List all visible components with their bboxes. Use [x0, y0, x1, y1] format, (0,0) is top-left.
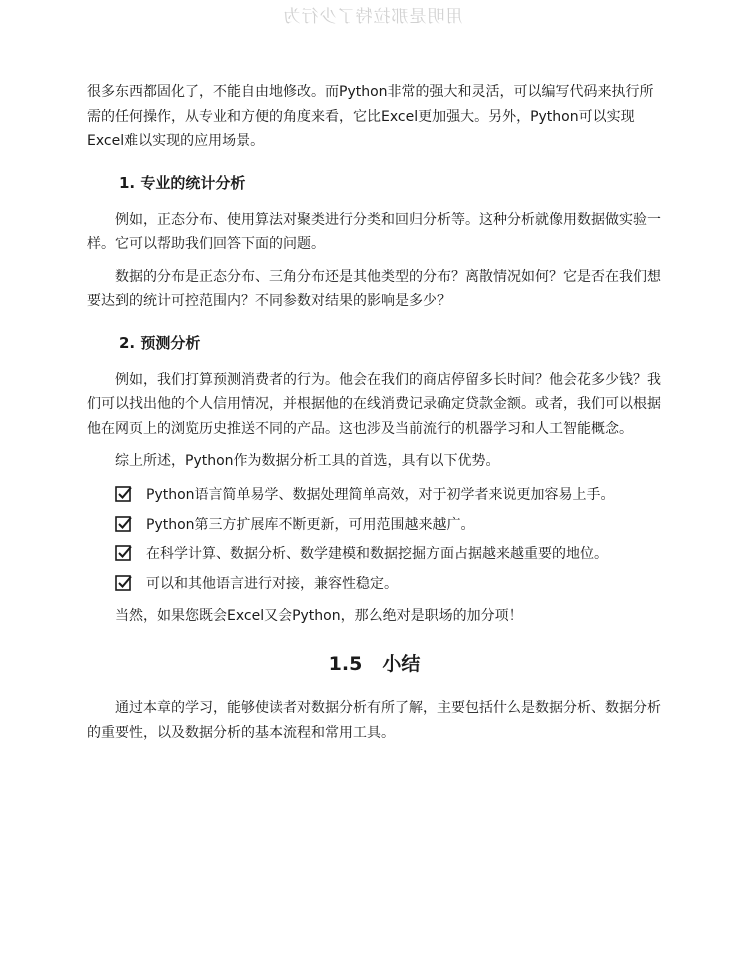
- advantages-list: [87, 480, 662, 598]
- advantage-text: Python第三方扩展库不断更新，可用范围越来越广。: [146, 516, 475, 533]
- section-heading-prediction: 2. 预测分析: [119, 333, 201, 352]
- statistics-paragraph-1: 例如，正态分布、使用算法对聚类进行分类和回归分析等。这种分析就像用数据做实验一样。它可以帮助我们回答下面的问题。: [87, 211, 661, 252]
- statistics-paragraph-2: 数据的分布是正态分布、三角分布还是其他类型的分布？离散情况如何？它是否在我们想要达到的统计可控范围内？不同参数对结果的影响是多少？: [87, 268, 661, 309]
- checked-box-icon: [115, 544, 133, 562]
- summary-paragraph: 通过本章的学习，能够使读者对数据分析有所了解，主要包括什么是数据分析、数据分析的重要性，以及数据分析的基本流程和常用工具。: [87, 700, 661, 741]
- prediction-paragraph-1: 例如，我们打算预测消费者的行为。他会在我们的商店停留多长时间？他会花多少钱？我们可以找出他的个人信用情况，并根据他的在线消费记录确定贷款金额。或者，我们可以根据他在网页上的浏览历史推送不同的产品。这也涉及当前流行的机器学习和人工智能概念。: [87, 371, 661, 437]
- reverse-side-text: 用明是那拉特了少行为: [282, 7, 463, 27]
- summary-section-title: 小结: [382, 653, 421, 675]
- page-content: [87, 80, 662, 745]
- advantage-text: 在科学计算、数据分析、数学建模和数据挖掘方面占据越来越重要的地位。: [146, 546, 608, 563]
- prediction-paragraph-2: 综上所述，Python作为数据分析工具的首选，具有以下优势。: [115, 453, 500, 469]
- section-heading-statistics: 1. 专业的统计分析: [119, 173, 246, 192]
- intro-paragraph: 很多东西都固化了，不能自由地修改。而Python非常的强大和灵活，可以编写代码来执行所需的任何操作，从专业和方便的角度来看，它比Excel更加强大。另外，Python可以实现Excel难以实现的应用场景。: [87, 84, 654, 149]
- list-item: [87, 539, 662, 569]
- closing-paragraph: 当然，如果您既会Excel又会Python，那么绝对是职场的加分项！: [115, 607, 523, 624]
- list-item: [87, 480, 662, 510]
- summary-heading: [87, 650, 662, 678]
- list-item: [87, 509, 662, 539]
- checked-box-icon: [115, 515, 133, 533]
- checked-box-icon: [115, 574, 133, 592]
- advantage-text: Python语言简单易学、数据处理简单高效，对于初学者来说更加容易上手。: [146, 487, 615, 504]
- summary-section-number: 1.5: [328, 653, 363, 675]
- list-item: [87, 568, 662, 598]
- advantage-text: 可以和其他语言进行对接，兼容性稳定。: [146, 575, 398, 592]
- checked-box-icon: [115, 485, 133, 503]
